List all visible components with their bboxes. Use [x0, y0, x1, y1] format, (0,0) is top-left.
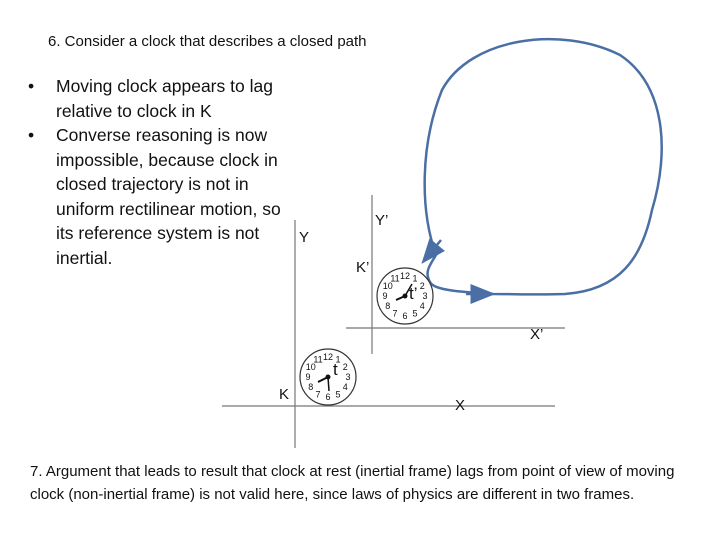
bullet-text: Converse reasoning is now impossible, because clock in closed trajectory is not in uniform rectilinear motion, so its reference system is not inertial.	[56, 125, 281, 268]
clock-numeral: 10	[382, 281, 393, 291]
clock-numeral: 1	[412, 273, 418, 284]
clock-t-label: t	[333, 360, 338, 379]
clock-numeral: 12	[399, 271, 411, 281]
clock-numeral: 7	[392, 308, 398, 319]
bullet-text: Moving clock appears to lag relative to clock in K	[56, 76, 273, 121]
closed-path-curve	[425, 39, 662, 294]
clock-numeral: 7	[315, 389, 321, 400]
clock-numeral: 11	[313, 354, 323, 365]
rest-clock-center	[326, 375, 331, 380]
moving-clock	[377, 268, 433, 324]
axis-x-prime-label: X’	[530, 326, 544, 343]
clock-numeral: 8	[385, 301, 391, 311]
axis-x-label: X	[455, 397, 466, 414]
clock-numeral: 11	[390, 273, 400, 284]
clock-numeral: 3	[345, 372, 351, 382]
clock-numeral: 2	[342, 362, 348, 372]
moving-clock-center	[403, 294, 408, 299]
clock-numeral: 4	[419, 301, 425, 311]
clock-numeral: 5	[335, 389, 341, 400]
bullet-marker: •	[28, 76, 35, 96]
frame-k-prime-label: K’	[356, 259, 370, 276]
explanation-note: 7. Argument that leads to result that clock at rest (inertial frame) lags from point of view of moving clock (non-inertial frame) is not valid here, since laws of physics are different in two frames.	[30, 463, 675, 503]
rest-clock	[300, 349, 356, 405]
clock-numeral: 4	[342, 382, 348, 392]
clock-numeral: 2	[419, 281, 425, 291]
axis-y-prime-label: Y’	[375, 212, 389, 229]
bullet-marker: •	[28, 125, 35, 145]
frame-k-label: K	[279, 386, 290, 403]
clock-numeral: 10	[305, 362, 316, 372]
clock-numeral: 9	[305, 372, 311, 382]
clock-t-prime-label: t’	[409, 284, 418, 303]
clock-numeral: 8	[308, 382, 314, 392]
clock-numeral: 12	[322, 352, 334, 362]
slide-heading: 6. Consider a clock that describes a closed path	[48, 33, 367, 50]
clock-numeral: 3	[422, 291, 428, 301]
clock-numeral: 6	[325, 392, 331, 402]
axis-y-label: Y	[299, 229, 310, 246]
clock-numeral: 1	[335, 354, 341, 365]
clock-numeral: 5	[412, 308, 418, 319]
clock-numeral: 6	[402, 311, 408, 321]
clock-numeral: 9	[382, 291, 388, 301]
